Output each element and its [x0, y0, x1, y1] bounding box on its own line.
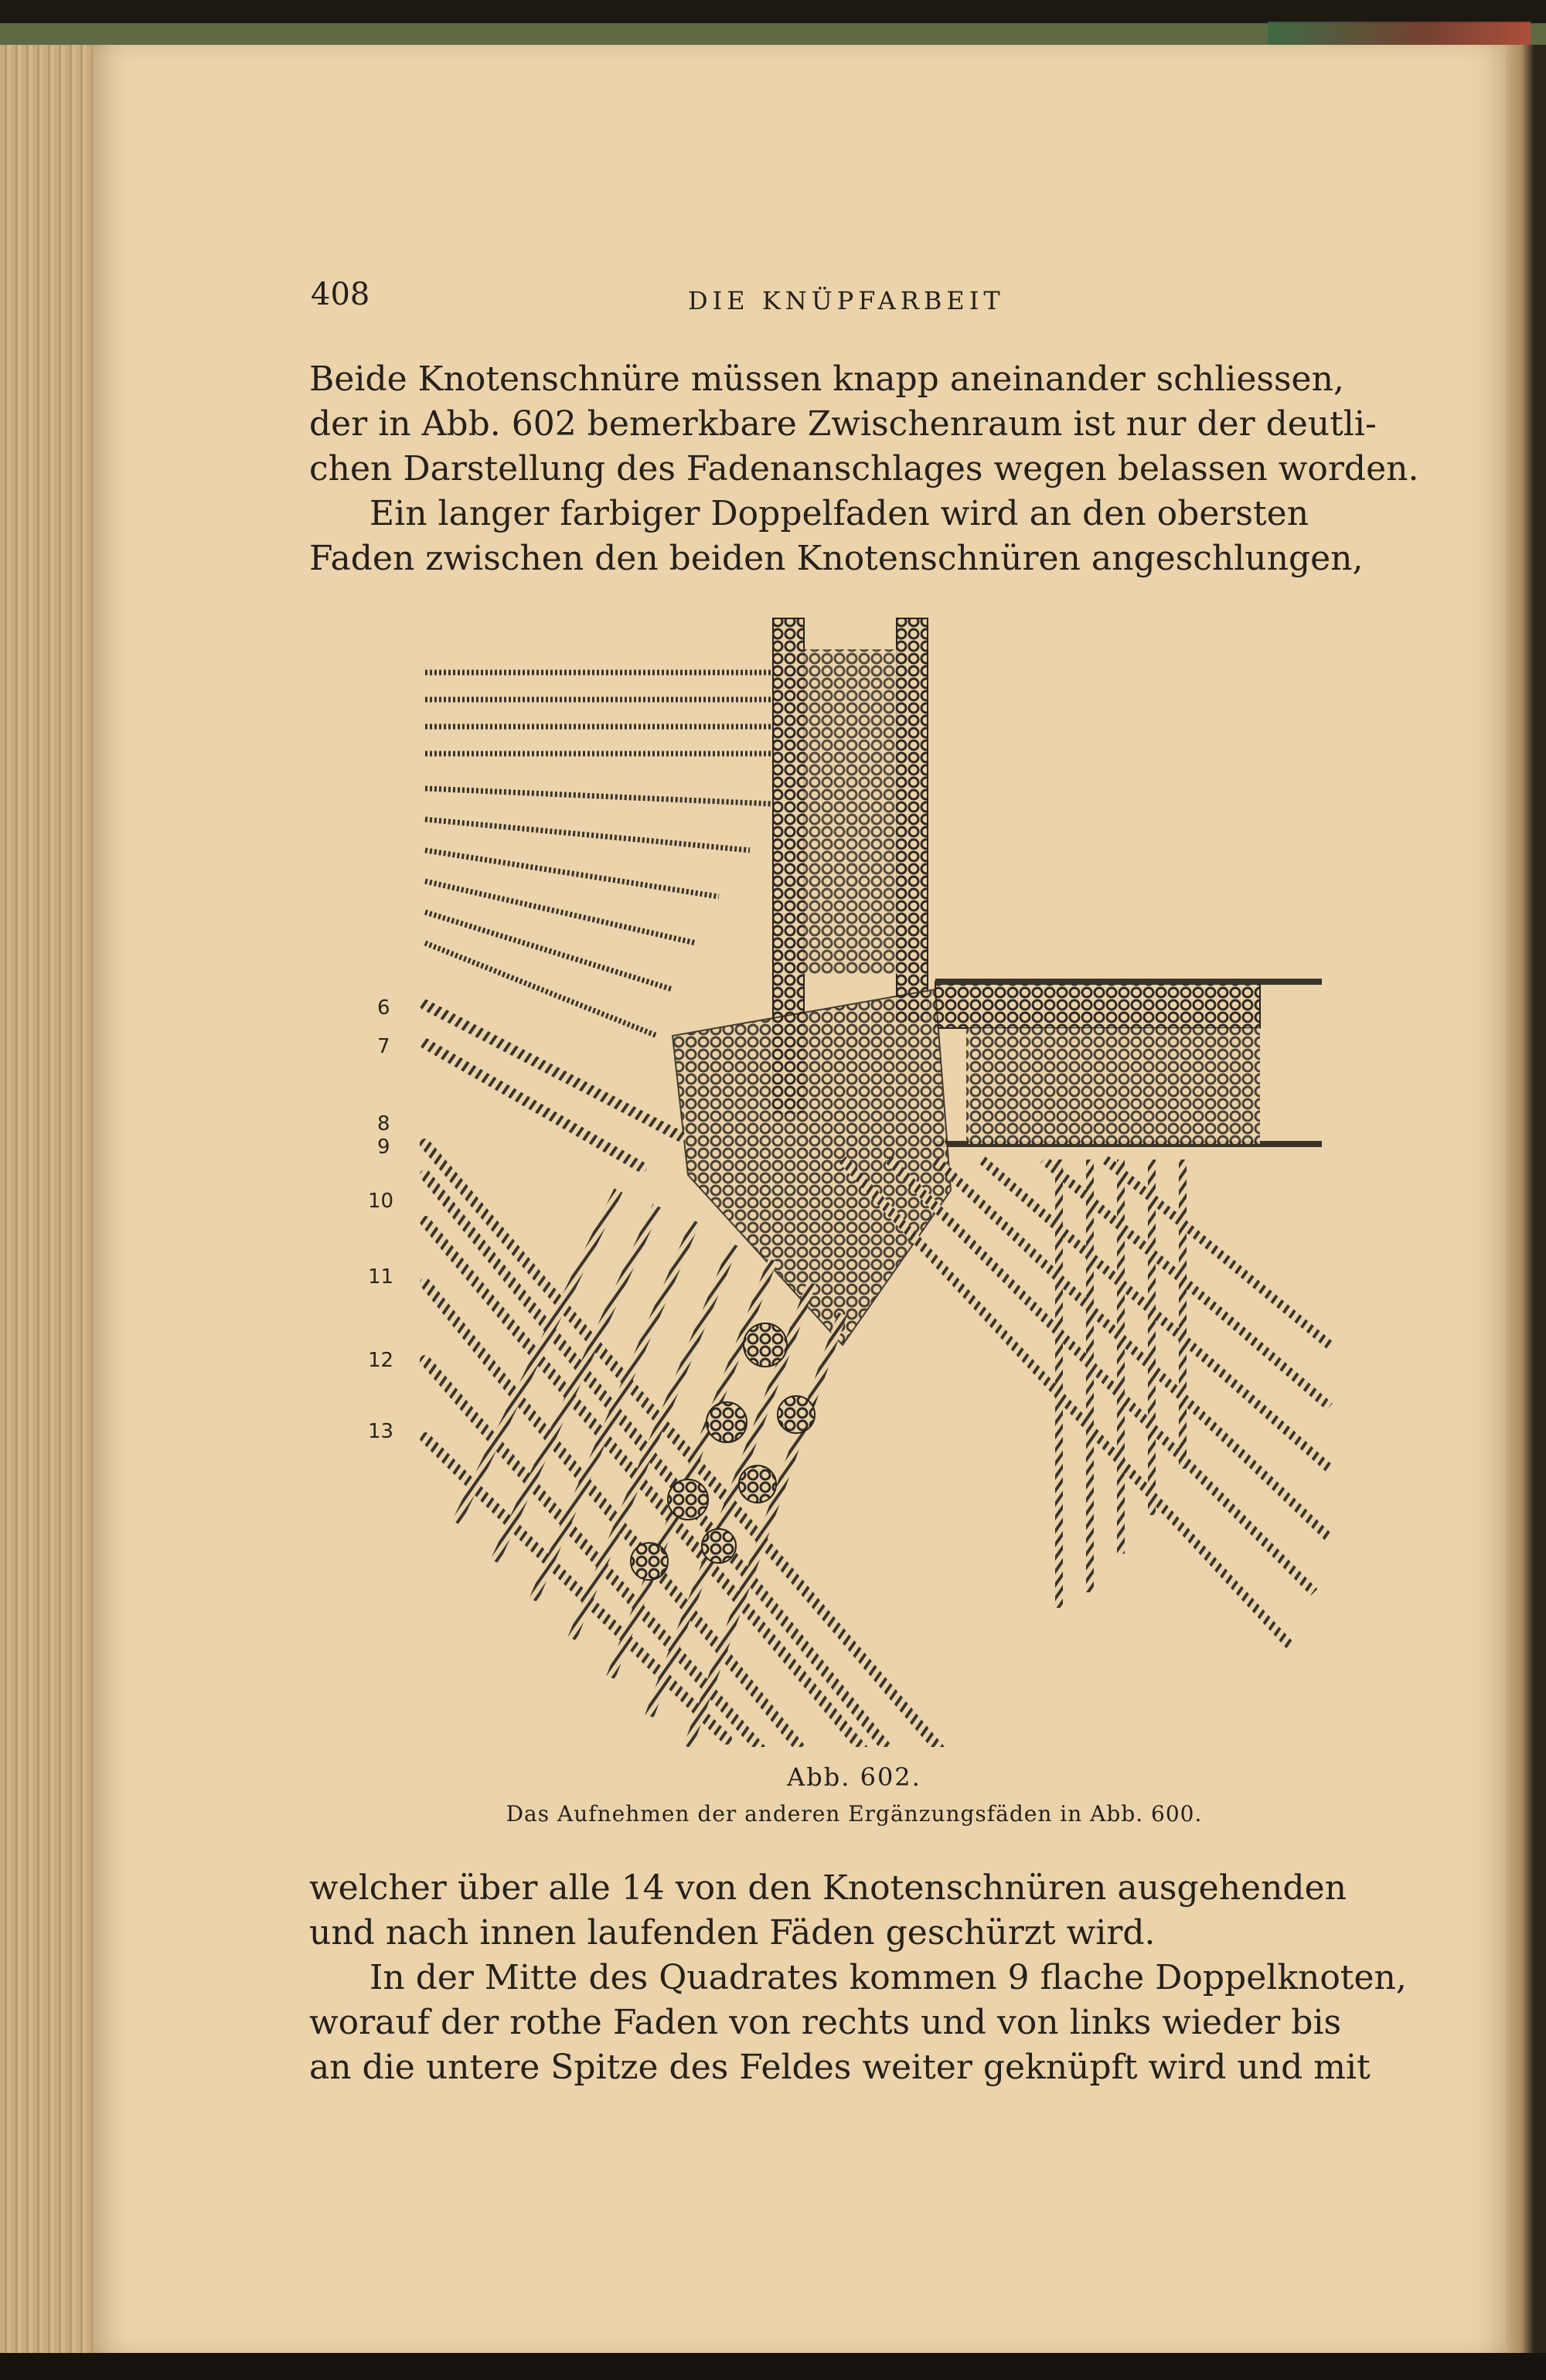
thread-labels [368, 996, 393, 1443]
thread-label-12: 12 [368, 1349, 394, 1372]
diagonal-knots [631, 1323, 815, 1580]
page-edges-left [0, 45, 108, 2353]
paragraph-bottom [309, 1866, 1407, 2090]
text-line: an die untere Spitze des Feldes weiter geknüpft wird und mit [309, 2048, 1371, 2087]
thread-label-13: 13 [368, 1420, 394, 1443]
text-line: worauf der rothe Faden von rechts und von links wieder bis [309, 2003, 1342, 2042]
text-line: der in Abb. 602 bemerkbare Zwischenraum ist nur der deutli- [309, 404, 1377, 444]
thread-label-11: 11 [368, 1265, 394, 1289]
page-number: 408 [311, 277, 370, 312]
figure-caption-text: Das Aufnehmen der anderen Ergänzungsfäden in Abb. 600. [506, 1801, 1203, 1827]
thread-label-10: 10 [368, 1190, 394, 1213]
thread-label-8: 8 [377, 1112, 390, 1136]
top-left-threads [425, 672, 773, 1036]
paragraph-top [309, 357, 1419, 581]
running-head: DIE KNÜPFARBEIT [688, 286, 1005, 315]
thread-label-9: 9 [377, 1136, 390, 1159]
thread-label-6: 6 [377, 996, 390, 1020]
text-line: Beide Knotenschnüre müssen knapp aneinander schliessen, [309, 359, 1344, 399]
text-line: welcher über alle 14 von den Knotenschnüren ausgehenden [309, 1868, 1347, 1908]
book-bottom-shadow [0, 2353, 1546, 2380]
macrame-figure [363, 603, 1360, 1747]
text-line: Ein langer farbiger Doppelfaden wird an den obersten [369, 494, 1309, 533]
text-line: In der Mitte des Quadrates kommen 9 flache Doppelknoten, [369, 1958, 1407, 1997]
text-line: chen Darstellung des Fadenanschlages wegen belassen worden. [309, 449, 1419, 489]
figure-caption-title: Abb. 602. [787, 1762, 921, 1792]
thread-label-7: 7 [377, 1035, 390, 1058]
text-line: und nach innen laufenden Fäden geschürzt wird. [309, 1913, 1156, 1953]
horizontal-knot-band [935, 982, 1322, 1144]
page-edge-right [1506, 45, 1546, 2353]
text-line: Faden zwischen den beiden Knotenschnüren angeschlungen, [309, 539, 1364, 578]
